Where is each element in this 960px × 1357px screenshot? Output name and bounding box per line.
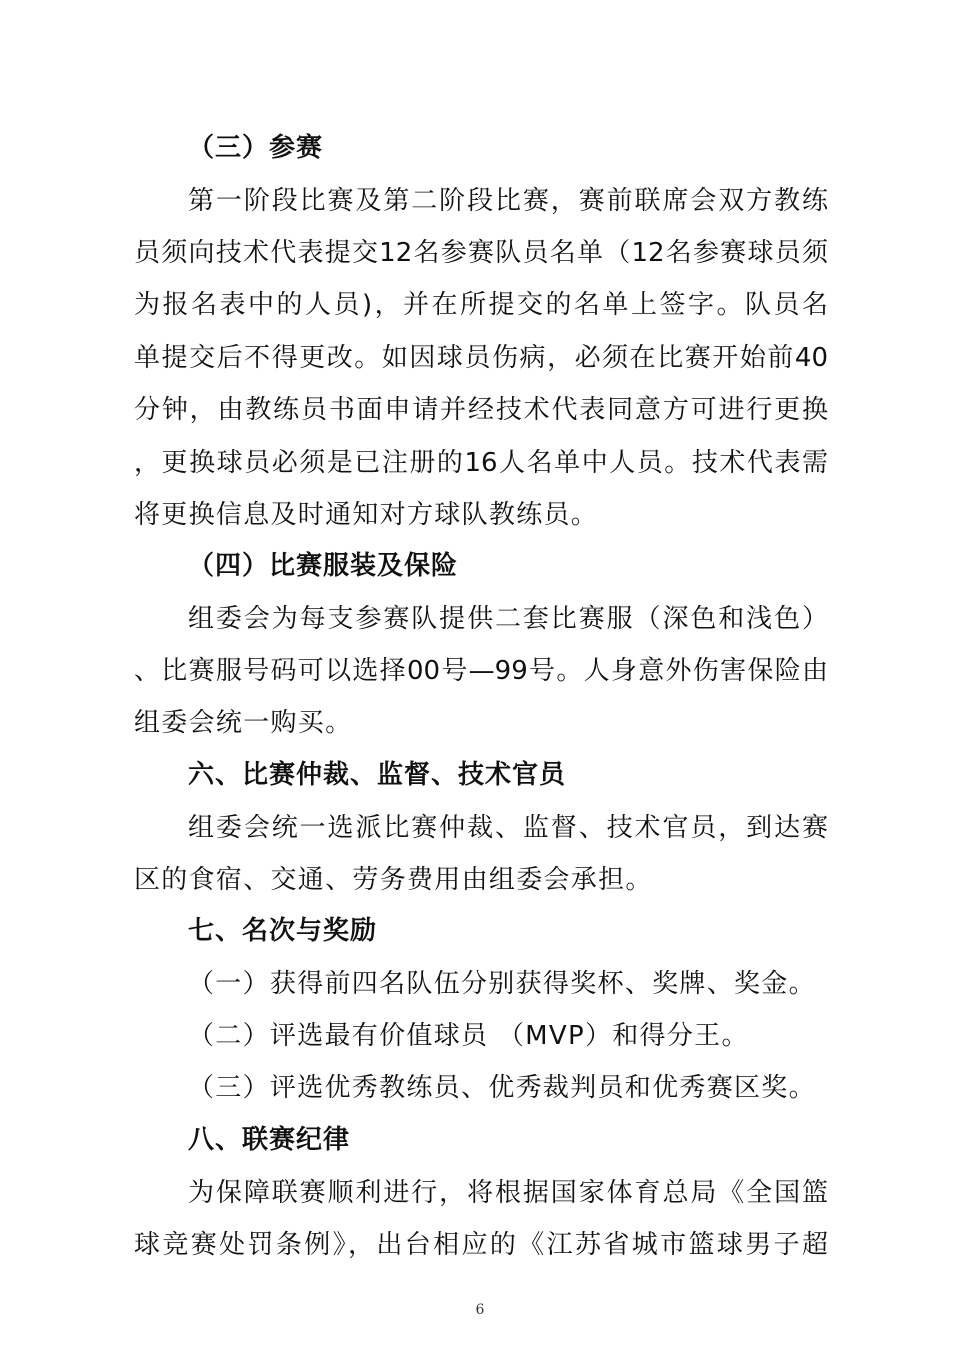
- paragraph-line: 第一阶段比赛及第二阶段比赛，赛前联席会双方教练: [188, 186, 828, 216]
- paragraph-line: 单提交后不得更改。如因球员伤病，必须在比赛开始前40: [134, 343, 828, 373]
- paragraph-line: 组委会统一购买。: [134, 708, 353, 738]
- paragraph-line: 球竞赛处罚条例》，出台相应的《江苏省城市篮球男子超: [134, 1230, 828, 1260]
- paragraph-line: 组委会为每支参赛队提供二套比赛服（深色和浅色）: [188, 604, 828, 634]
- paragraph-line: 、比赛服号码可以选择00号—99号。人身意外伤害保险由: [134, 656, 828, 686]
- list-item: （二）评选最有价值球员 （MVP）和得分王。: [188, 1021, 749, 1051]
- paragraph-line: 组委会统一选派比赛仲裁、监督、技术官员，到达赛: [188, 813, 828, 843]
- paragraph-line: 分钟，由教练员书面申请并经技术代表同意方可进行更换: [134, 395, 828, 425]
- section-heading-participation: （三）参赛: [188, 133, 324, 163]
- section-heading-uniform-insurance: （四）比赛服装及保险: [188, 551, 459, 581]
- paragraph-line: 将更换信息及时通知对方球队教练员。: [134, 500, 599, 530]
- paragraph-line: 为保障联赛顺利进行，将根据国家体育总局《全国篮: [188, 1178, 828, 1208]
- section-heading-rankings-awards: 七、名次与奖励: [188, 916, 378, 946]
- paragraph-line: ，更换球员必须是已注册的16人名单中人员。技术代表需: [134, 448, 828, 478]
- list-item: （三）评选优秀教练员、优秀裁判员和优秀赛区奖。: [188, 1073, 816, 1103]
- paragraph-line: 员须向技术代表提交12名参赛队员名单（12名参赛球员须: [134, 238, 828, 268]
- section-heading-arbitration: 六、比赛仲裁、监督、技术官员: [188, 760, 567, 790]
- section-heading-discipline: 八、联赛纪律: [188, 1125, 351, 1155]
- paragraph-line: 为报名表中的人员)，并在所提交的名单上签字。队员名: [134, 290, 828, 320]
- page-number: 6: [475, 1302, 485, 1318]
- paragraph-line: 区的食宿、交通、劳务费用由组委会承担。: [134, 865, 653, 895]
- list-item: （一）获得前四名队伍分别获得奖杯、奖牌、奖金。: [188, 969, 816, 999]
